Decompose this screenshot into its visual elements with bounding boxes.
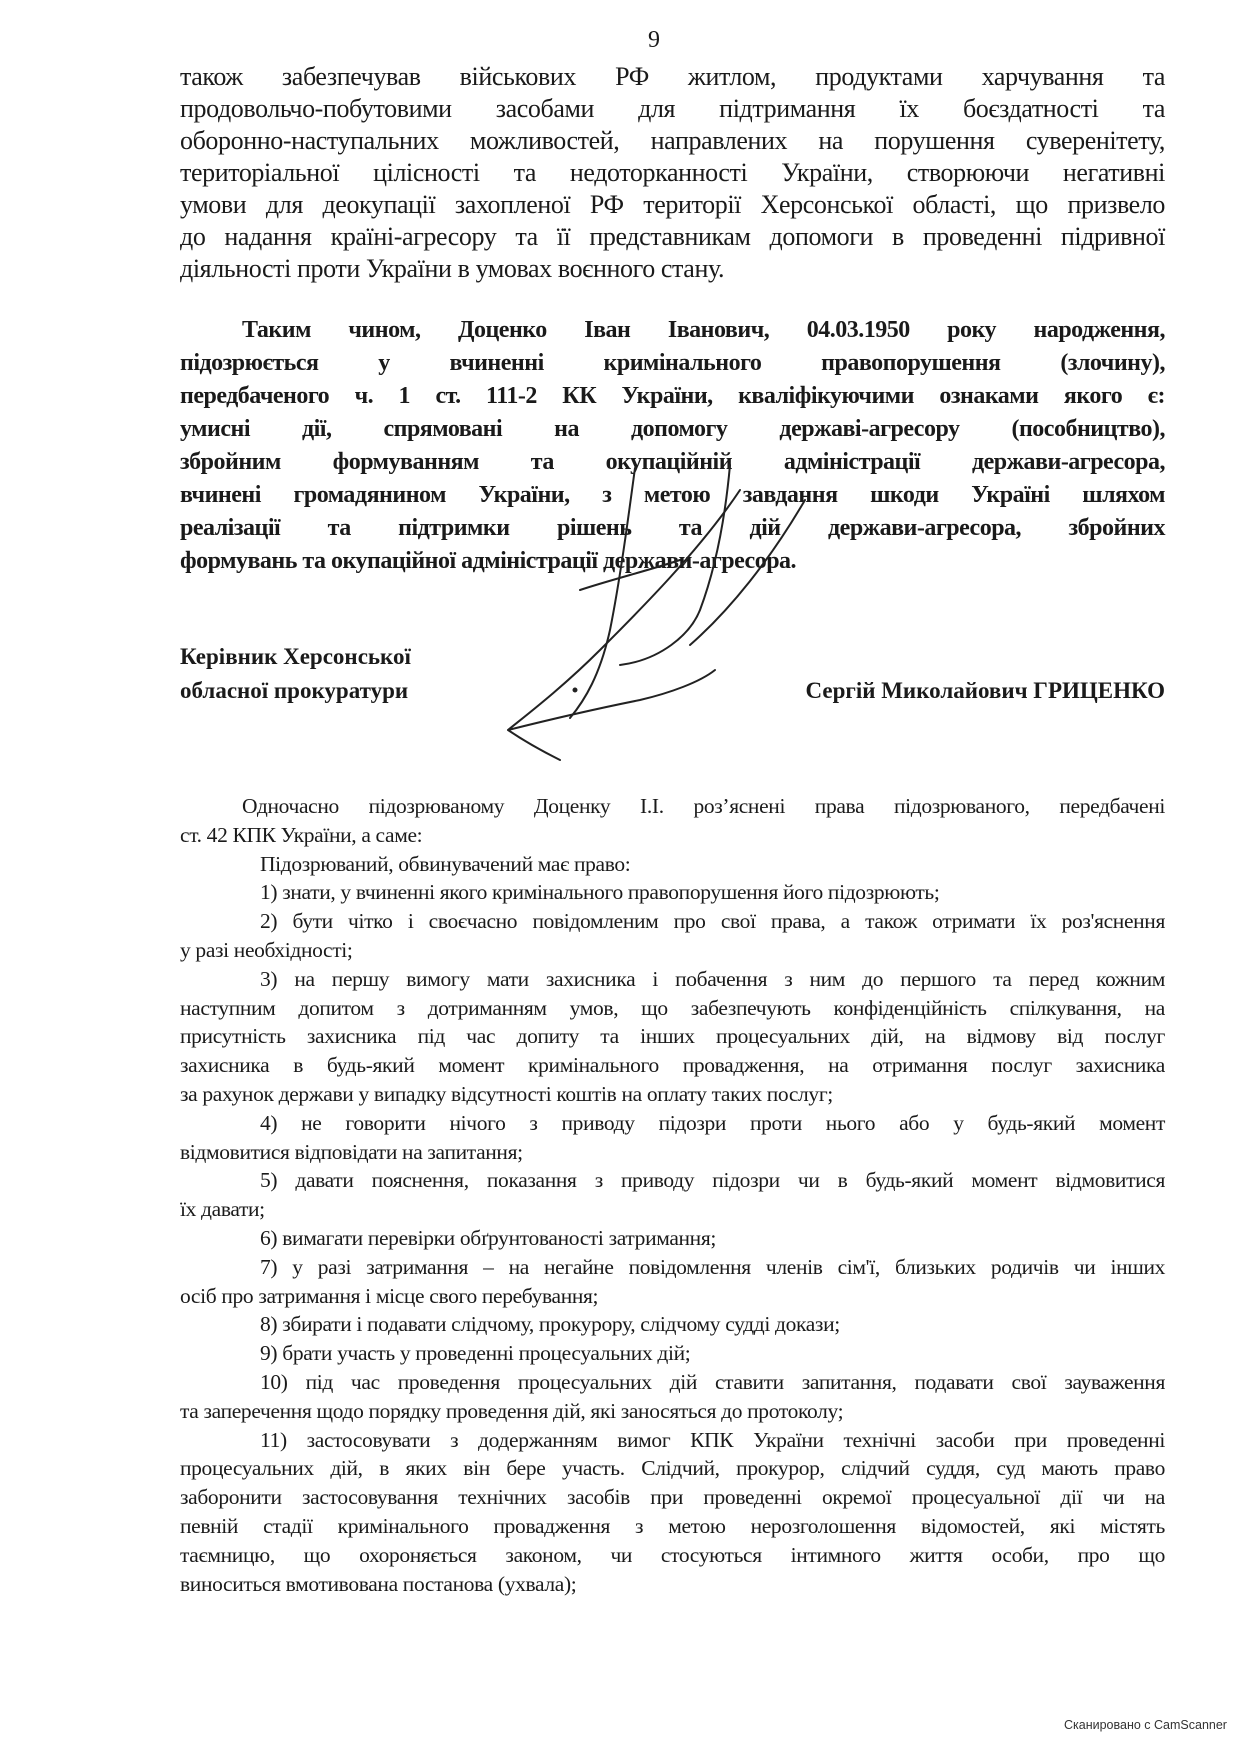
rights-line: 5) давати пояснення, показання з приводу підозри чи в будь-який момент відмовитися	[260, 1168, 1165, 1193]
rights-line: заборонити застосовування технічних засобів при проведенні окремої процесуальної дії чи на	[180, 1485, 1165, 1510]
position-line-2: обласної прокуратури	[180, 678, 409, 703]
rights-line: 11) застосовувати з додержанням вимог КПК України технічні засоби при проведенні	[260, 1427, 1165, 1452]
rights-line: певній стадії кримінального провадження з метою нерозголошення відомостей, які містять	[180, 1513, 1165, 1538]
paragraph-top	[180, 61, 1165, 285]
text-line: формувань та окупаційної адміністрації держави-агресора.	[180, 548, 797, 574]
page-number: 9	[648, 27, 660, 53]
handwritten-signature	[500, 460, 840, 780]
text-line: до надання країні-агресору та її представникам допомоги в проведенні підривної	[180, 222, 1165, 251]
text-line: продовольчо-побутовими засобами для підтримання їх боєздатності та	[180, 94, 1165, 123]
rights-line: ст. 42 КПК України, а саме:	[180, 822, 423, 847]
text-line: вчинені громадянином України, з метою завдання шкоди Україні шляхом	[180, 482, 1165, 508]
text-line: оборонно-наступальних можливостей, направлених на порушення суверенітету,	[180, 126, 1165, 155]
rights-line: 9) брати участь у проведенні процесуальних дій;	[260, 1341, 691, 1366]
text-line: територіальної цілісності та недоторканності України, створюючи негативні	[180, 158, 1165, 187]
rights-line: 10) під час проведення процесуальних дій ставити запитання, подавати свої зауваження	[260, 1369, 1165, 1394]
rights-line: процесуальних дій, в яких він бере участь. Слідчий, прокурор, слідчий суддя, суд мають право	[180, 1456, 1165, 1481]
text-line: умови для деокупації захопленої РФ території Херсонської області, що призвело	[180, 190, 1165, 219]
rights-line: Одночасно підозрюваному Доценку І.І. роз’яснені права підозрюваного, передбачені	[242, 794, 1165, 818]
rights-line: їх давати;	[180, 1197, 265, 1222]
rights-line: Підозрюваний, обвинувачений має право:	[260, 851, 631, 876]
rights-line: 6) вимагати перевірки обґрунтованості затримання;	[260, 1225, 716, 1250]
text-line: Таким чином, Доценко Іван Іванович, 04.03.1950 року народження,	[242, 317, 1165, 343]
text-line: діяльності проти України в умовах воєнного стану.	[180, 254, 725, 283]
rights-line: наступним допитом з дотриманням умов, що забезпечують конфіденційність спілкування, на	[180, 995, 1165, 1020]
rights-line: виноситься вмотивована постанова (ухвала);	[180, 1571, 577, 1596]
rights-line: таємницю, що охороняється законом, чи стосуються інтимного життя особи, про що	[180, 1542, 1165, 1567]
rights-line: 4) не говорити нічого з приводу підозри проти нього або у будь-який момент	[260, 1110, 1165, 1135]
text-line: умисні дії, спрямовані на допомогу державі-агресору (пособництво),	[180, 416, 1165, 442]
text-line: також забезпечував військових РФ житлом, продуктами харчування та	[180, 62, 1165, 91]
rights-line: 8) збирати і подавати слідчому, прокурору, слідчому судді докази;	[260, 1312, 840, 1337]
position-line-1: Керівник Херсонської	[180, 644, 411, 669]
text-line: збройним формуванням та окупаційній адміністрації держави-агресора,	[180, 449, 1165, 475]
rights-line: відмовитися відповідати на запитання;	[180, 1139, 523, 1164]
rights-line: захисника в будь-який момент кримінального провадження, на отримання послуг захисника	[180, 1053, 1165, 1078]
text-line: передбаченого ч. 1 ст. 111-2 КК України, кваліфікуючими ознаками якого є:	[180, 383, 1165, 409]
text-line: підозрюється у вчиненні кримінального правопорушення (злочину),	[180, 350, 1165, 376]
signatory-name: Сергій Миколайович ГРИЦЕНКО	[805, 678, 1165, 703]
rights-line: 3) на першу вимогу мати захисника і побачення з ним до першого та перед кожним	[260, 966, 1165, 991]
rights-line: 7) у разі затримання – на негайне повідомлення членів сім'ї, близьких родичів чи інших	[260, 1254, 1165, 1279]
rights-line: осіб про затримання і місце свого перебування;	[180, 1283, 599, 1308]
rights-section	[180, 792, 1165, 1598]
rights-line: та заперечення щодо порядку проведення дій, які заносяться до протоколу;	[180, 1398, 844, 1423]
rights-line: 1) знати, у вчиненні якого кримінального правопорушення його підозрюють;	[260, 880, 940, 905]
rights-line: присутність захисника під час допиту та інших процесуальних дій, на відмову від послуг	[180, 1024, 1165, 1049]
text-line: реалізації та підтримки рішень та дій держави-агресора, збройних	[180, 515, 1165, 541]
signatory-position	[180, 640, 411, 708]
rights-line: за рахунок держави у випадку відсутності коштів на оплату таких послуг;	[180, 1081, 833, 1106]
rights-line: 2) бути чітко і своєчасно повідомленим про свої права, а також отримати їх роз'яснення	[260, 909, 1165, 934]
rights-line: у разі необхідності;	[180, 937, 353, 962]
camscanner-watermark: Сканировано с CamScanner	[1064, 1718, 1227, 1732]
